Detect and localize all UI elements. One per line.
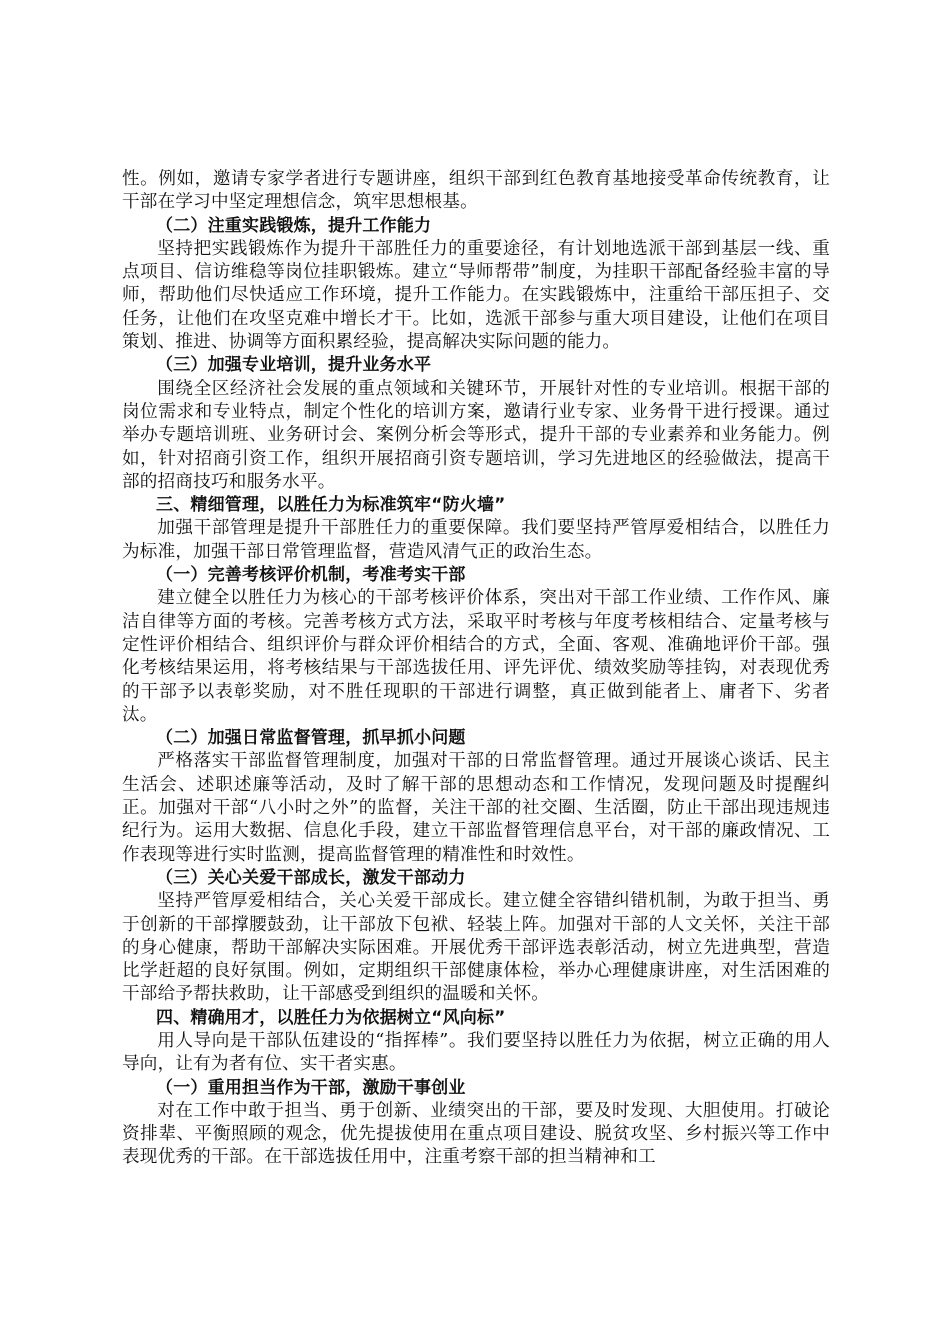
document-page — [122, 168, 830, 1170]
paragraph-talent-intro: 用人导向是干部队伍建设的“指挥棒”。我们要坚持以胜任力为依据，树立正确的用人导向，让有为者有位、实干者实惠。 — [122, 1030, 830, 1075]
paragraph-continuation: 性。例如，邀请专家学者进行专题讲座，组织干部到红色教育基地接受革命传统教育，让干部在学习中坚定理想信念，筑牢思想根基。 — [122, 169, 830, 213]
paragraph-care: 坚持严管厚爱相结合，关心关爱干部成长。建立健全容错纠错机制，为敢于担当、勇于创新的干部撑腰鼓劲，让干部放下包袱、轻装上阵。加强对干部的人文关怀，关注干部的身心健康，帮助干部解决实际困难。开展优秀干部评选表彰活动，树立先进典型，营造比学赶超的良好氛围。例如，定期组织干部健康体检，举办心理健康讲座，对生活困难的干部给予帮扶救助，让干部感受到组织的温暖和关怀。 — [122, 891, 830, 1005]
paragraph-supervision: 严格落实干部监督管理制度，加强对干部的日常监督管理。通过开展谈心谈话、民主生活会、述职述廉等活动，及时了解干部的思想动态和工作情况，发现问题及时提醒纠正。加强对干部“八小时之外”的监督，关注干部的社交圈、生活圈，防止干部出现违规违纪行为。运用大数据、信息化手段，建立干部监督管理信息平台，对干部的廉政情况、工作表现等进行实时监测，提高监督管理的精准性和时效性。 — [122, 751, 830, 865]
paragraph-reward-cadres: 对在工作中敢于担当、勇于创新、业绩突出的干部，要及时发现、大胆使用。打破论资排辈、平衡照顾的观念，优先提拔使用在重点项目建设、脱贫攻坚、乡村振兴等工作中表现优秀的干部。在干部选拔任用中，注重考察干部的担当精神和工 — [122, 1100, 830, 1168]
subheading-practice-training: （二）注重实践锻炼，提升工作能力 — [156, 215, 432, 236]
subheading-professional-training: （三）加强专业培训，提升业务水平 — [156, 355, 432, 376]
paragraph-evaluation: 建立健全以胜任力为核心的干部考核评价体系，突出对干部工作业绩、工作作风、廉洁自律等方面的考核。完善考核方式方法，采取平时考核与年度考核相结合、定量考核与定性评价相结合、组织评价与群众评价相结合的方式，全面、客观、准确地评价干部。强化考核结果运用，将考核结果与干部选拔任用、评先评优、绩效奖励等挂钩，对表现优秀的干部予以表彰奖励，对不胜任现职的干部进行调整，真正做到能者上、庸者下、劣者汰。 — [122, 588, 830, 725]
subheading-reward-cadres: （一）重用担当作为干部，激励干事创业 — [156, 1077, 466, 1098]
section-heading-talent: 四、精确用才，以胜任力为依据树立“风向标” — [156, 1007, 506, 1028]
paragraph-professional-training: 围绕全区经济社会发展的重点领域和关键环节，开展针对性的专业培训。根据干部的岗位需求和专业特点，制定个性化的培训方案，邀请行业专家、业务骨干进行授课。通过举办专题培训班、业务研讨会、案例分析会等形式，提升干部的专业素养和业务能力。例如，针对招商引资工作，组织开展招商引资专题培训，学习先进地区的经验做法，提高干部的招商技巧和服务水平。 — [122, 378, 830, 492]
paragraph-management-intro: 加强干部管理是提升干部胜任力的重要保障。我们要坚持严管厚爱相结合，以胜任力为标准，加强干部日常管理监督，营造风清气正的政治生态。 — [122, 518, 830, 562]
paragraph-practice-training: 坚持把实践锻炼作为提升干部胜任力的重要途径，有计划地选派干部到基层一线、重点项目、信访维稳等岗位挂职锻炼。建立“导师帮带”制度，为挂职干部配备经验丰富的导师，帮助他们尽快适应工作环境，提升工作能力。在实践锻炼中，注重给干部压担子、交任务，让他们在攻坚克难中增长才干。比如，选派干部参与重大项目建设，让他们在项目策划、推进、协调等方面积累经验，提高解决实际问题的能力。 — [122, 238, 830, 353]
subheading-evaluation: （一）完善考核评价机制，考准考实干部 — [156, 565, 466, 586]
subheading-care: （三）关心关爱干部成长，激发干部动力 — [156, 867, 466, 888]
section-heading-management: 三、精细管理，以胜任力为标准筑牢“防火墙” — [156, 495, 506, 516]
subheading-supervision: （二）加强日常监督管理，抓早抓小问题 — [156, 728, 466, 749]
